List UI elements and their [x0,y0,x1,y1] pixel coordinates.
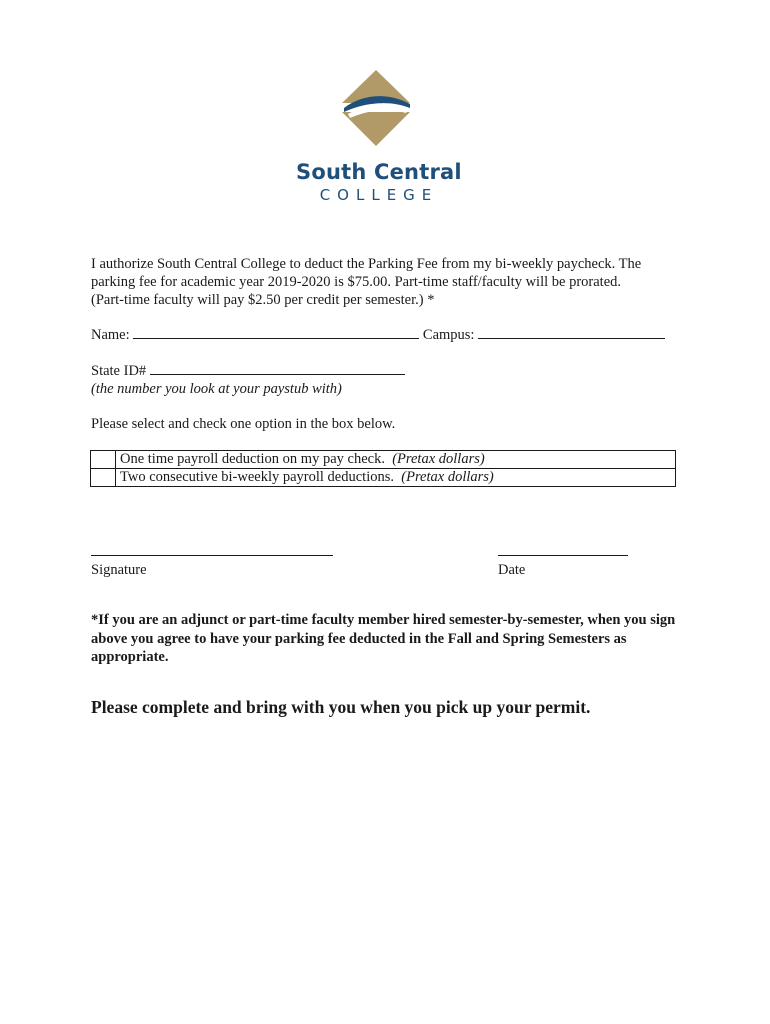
campus-field[interactable] [478,326,665,339]
state-id-row [91,362,405,380]
logo-subtitle: COLLEGE [319,186,439,204]
date-label: Date [498,562,526,578]
state-id-field[interactable] [150,362,405,375]
logo-name: South Central [296,160,462,184]
campus-label: Campus: [422,327,475,343]
signature-label: Signature [91,562,147,578]
option-text-2: Two consecutive bi-weekly payroll deductions. (Pretax dollars) [116,469,676,487]
instructions: Please select and check one option in the box below. [91,416,396,432]
name-campus-row [91,326,665,344]
authorization-line-3: (Part-time faculty will pay $2.50 per credit per semester.) * [91,292,435,308]
authorization-line-2: parking fee for academic year 2019-2020 is $75.00. Part-time staff/faculty will be prorated. [91,274,622,290]
option-checkbox-1[interactable] [91,451,116,469]
name-label: Name: [91,327,130,343]
state-id-hint: (the number you look at your paystub with) [91,381,342,397]
adjunct-footnote: *If you are an adjunct or part-time faculty member hired semester-by-semester, when you sign above you agree to have your parking fee deducted in the Fall and Spring Semesters as appropriate. [91,612,676,665]
closing-instruction: Please complete and bring with you when you pick up your permit. [91,697,591,717]
diamond-logo-icon [340,70,412,148]
option-checkbox-2[interactable] [91,469,116,487]
signature-line[interactable] [91,555,333,556]
options-table [90,450,676,487]
date-line[interactable] [498,555,628,556]
table-row [91,451,676,469]
college-logo [296,70,462,210]
authorization-line-1: I authorize South Central College to deduct the Parking Fee from my bi-weekly paycheck. The [91,256,642,272]
option-text-1: One time payroll deduction on my pay check. (Pretax dollars) [116,451,676,469]
name-field[interactable] [133,326,419,339]
table-row [91,469,676,487]
state-id-label: State ID# [91,363,147,379]
